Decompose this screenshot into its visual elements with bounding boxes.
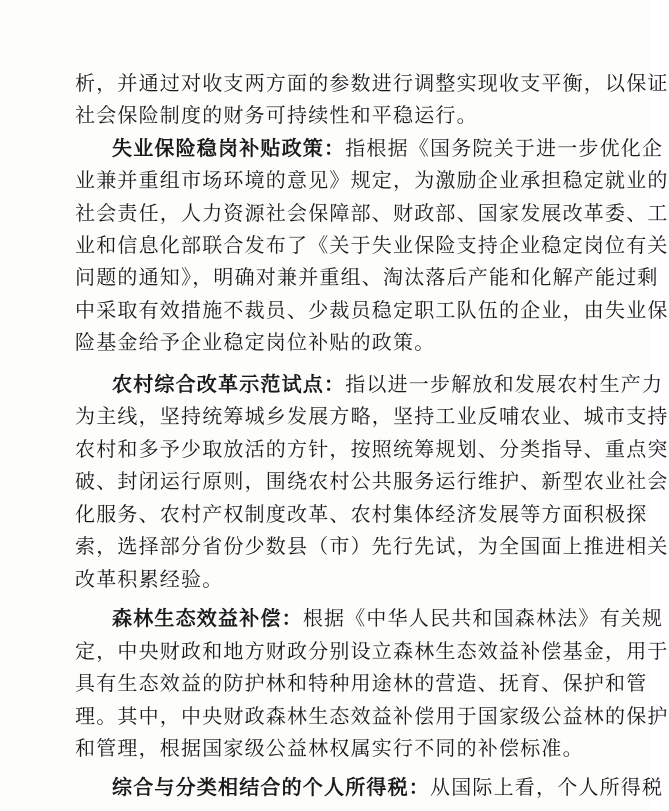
text-line: 社会责任，人力资源社会保障部、财政部、国家发展改革委、工 — [75, 201, 669, 225]
text-line: 中采取有效措施不裁员、少裁员稳定职工队伍的企业，由失业保 — [75, 298, 669, 322]
paragraph-first-line — [112, 369, 664, 399]
text-line: 问题的通知》，明确对兼并重组、淘汰落后产能和化解产能过剩 — [75, 265, 659, 289]
text-line: 业和信息化部联合发布了《关于失业保险支持企业稳定岗位有关 — [75, 233, 669, 257]
text-line: 业兼并重组市场环境的意见》规定，为激励企业承担稳定就业的 — [75, 168, 669, 192]
text-line: 险基金给予企业稳定岗位补贴的政策。 — [75, 330, 436, 354]
text-line: 索，选择部分省份少数县（市）先行先试，为全国面上推进相关 — [75, 534, 669, 558]
paragraph-first-line — [112, 772, 664, 802]
glossary-term: 失业保险稳岗补贴政策： — [112, 136, 346, 160]
text-line: 和管理，根据国家级公益林权属实行不同的补偿标准。 — [75, 736, 584, 760]
text-line: 改革积累经验。 — [75, 567, 224, 591]
paragraph-first-line — [112, 133, 664, 163]
text-line: 农村和多予少取放活的方针，按照统筹规划、分类指导、重点突 — [75, 437, 669, 461]
definition-text: 指以进一步解放和发展农村生产力 — [345, 372, 664, 396]
glossary-term: 农村综合改革示范试点： — [112, 372, 346, 396]
text-line: 化服务、农村产权制度改革、农村集体经济发展等方面积极探 — [75, 502, 648, 526]
text-line: 为主线，坚持统筹城乡发展方略，坚持工业反哺农业、城市支持 — [75, 404, 669, 428]
glossary-term: 综合与分类相结合的个人所得税： — [112, 775, 430, 799]
definition-text: 根据《中华人民共和国森林法》有关规 — [302, 606, 664, 630]
text-line: 定，中央财政和地方财政分别设立森林生态效益补偿基金，用于 — [75, 639, 669, 663]
glossary-term: 森林生态效益补偿： — [112, 606, 303, 630]
definition-text: 从国际上看，个人所得税 — [430, 775, 664, 799]
definition-text: 指根据《国务院关于进一步优化企 — [345, 136, 664, 160]
text-line: 析，并通过对收支两方面的参数进行调整实现收支平衡，以保证 — [75, 71, 669, 95]
paragraph-first-line — [112, 603, 664, 633]
text-line: 理。其中，中央财政森林生态效益补偿用于国家级公益林的保护 — [75, 704, 669, 728]
text-line: 破、封闭运行原则，围绕农村公共服务运行维护、新型农业社会 — [75, 469, 669, 493]
text-line: 具有生态效益的防护林和特种用途林的营造、抚育、保护和管 — [75, 671, 648, 695]
text-line: 社会保险制度的财务可持续性和平稳运行。 — [75, 103, 478, 127]
